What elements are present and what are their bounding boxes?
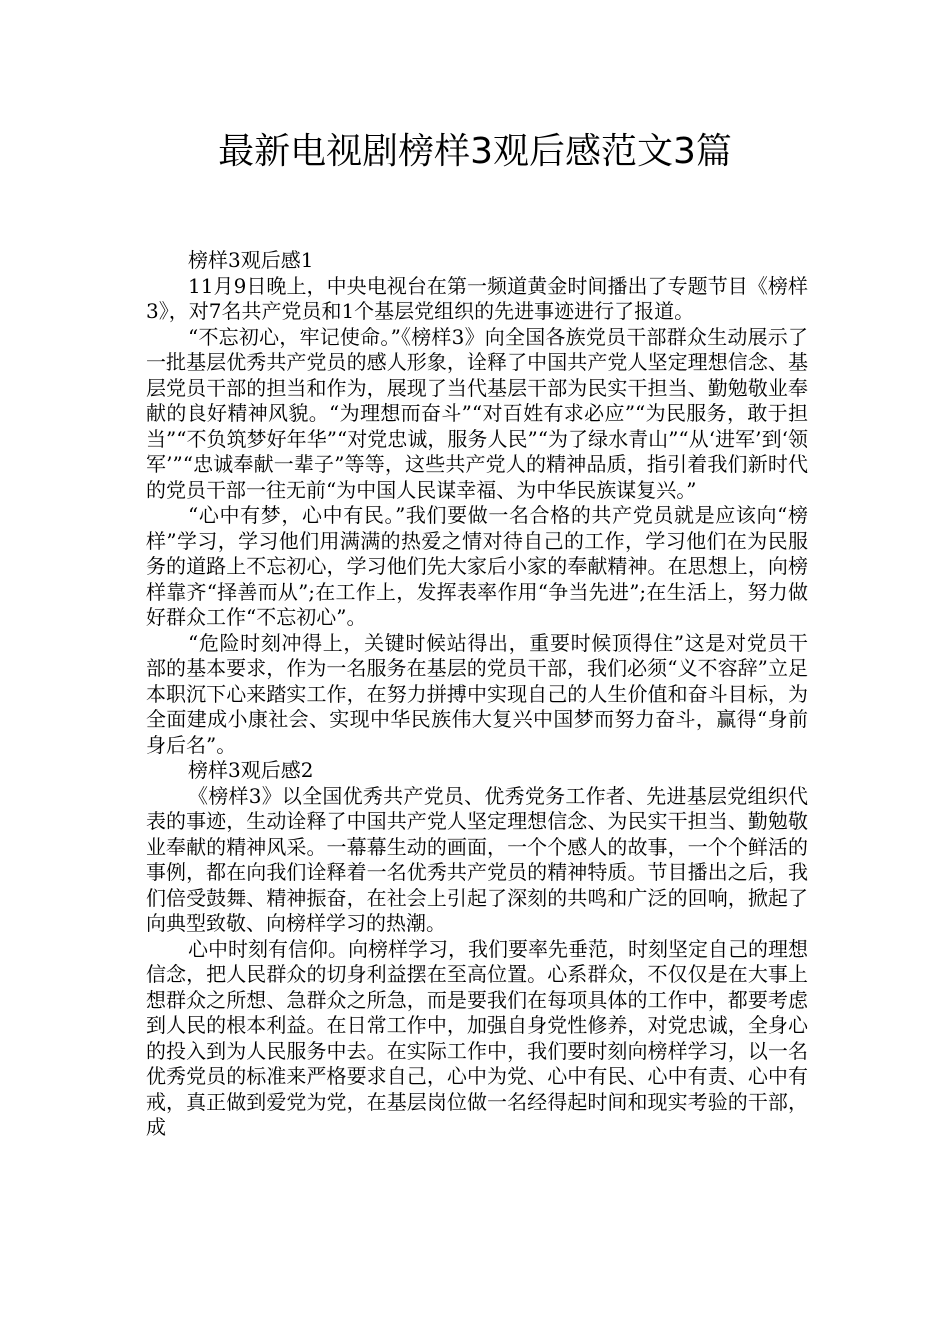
paragraph: 《榜样3》以全国优秀共产党员、优秀党务工作者、先进基层党组织代表的事迹，生动诠释了中国共产党人坚定理想信念、为民实干担当、勤勉敬业奉献的精神风采。一幕幕生动的画面，一个个感人的故事，一个个鲜活的事例，都在向我们诠释着一名优秀共产党员的精神特质。节目播出之后，我们倍受鼓舞、精神振奋，在社会上引起了深刻的共鸣和广泛的回响，掀起了向典型致敬、向榜样学习的热潮。 [146,783,808,935]
section-heading-1: 榜样3观后感1 [188,248,314,272]
document-body [146,248,808,1141]
document-title: 最新电视剧榜样3观后感范文3篇 [218,131,732,172]
section-heading-2: 榜样3观后感2 [188,758,314,782]
paragraph: 11月9日晚上，中央电视台在第一频道黄金时间播出了专题节目《榜样3》，对7名共产党员和1个基层党组织的先进事迹进行了报道。 [146,273,808,323]
paragraph: “危险时刻冲得上，关键时候站得出，重要时候顶得住”这是对党员干部的基本要求，作为一名服务在基层的党员干部，我们必须“义不容辞”立足本职沉下心来踏实工作，在努力拼搏中实现自己的人生价值和奋斗目标，为全面建成小康社会、实现中华民族伟大复兴中国梦而努力奋斗，赢得“身前身后名”。 [146,630,808,757]
paragraph: “心中有梦，心中有民。”我们要做一名合格的共产党员就是应该向“榜样”学习，学习他们用满满的热爱之情对待自己的工作，学习他们在为民服务的道路上不忘初心，学习他们先大家后小家的奉献精神。在思想上，向榜样靠齐“择善而从”;在工作上，发挥表率作用“争当先进”;在生活上，努力做好群众工作“不忘初心”。 [146,503,808,629]
paragraph: “不忘初心，牢记使命。”《榜样3》向全国各族党员干部群众生动展示了一批基层优秀共产党员的感人形象，诠释了中国共产党人坚定理想信念、基层党员干部的担当和作为，展现了当代基层干部为民实干担当、勤勉敬业奉献的良好精神风貌。“为理想而奋斗”“对百姓有求必应”“为民服务，敢于担当”“不负筑梦好年华”“对党忠诚，服务人民”“为了绿水青山”“从‘进军’到‘领军’”“忠诚奉献一辈子”等等，这些共产党人的精神品质，指引着我们新时代的党员干部一往无前“为中国人民谋幸福、为中华民族谋复兴。” [146,324,808,502]
paragraph: 心中时刻有信仰。向榜样学习，我们要率先垂范，时刻坚定自己的理想信念，把人民群众的切身利益摆在至高位置。心系群众，不仅仅是在大事上想群众之所想、急群众之所急，而是要我们在每项具体的工作中，都要考虑到人民的根本利益。在日常工作中，加强自身党性修养，对党忠诚，全身心的投入到为人民服务中去。在实际工作中，我们要时刻向榜样学习，以一名优秀党员的标准来严格要求自己，心中为党、心中有民、心中有责、心中有戒，真正做到爱党为党，在基层岗位做一名经得起时间和现实考验的干部，成 [146,936,808,1139]
